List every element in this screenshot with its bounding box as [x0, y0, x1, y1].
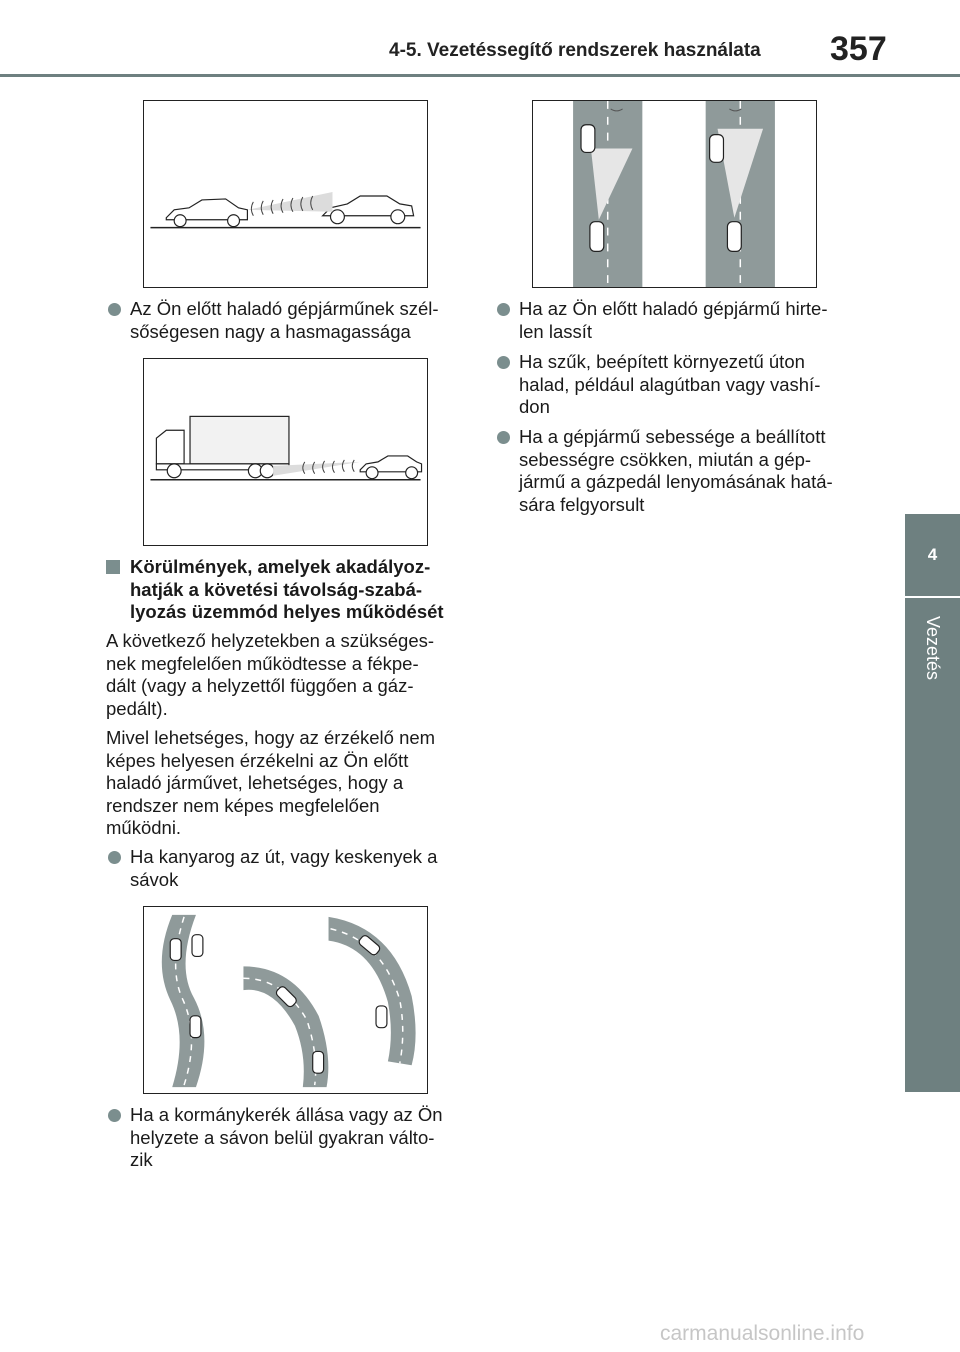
- figure-winding-roads: [143, 906, 428, 1094]
- bullet-text: Ha az Ön előtt haladó gépjármű hirte- len lassít: [519, 298, 828, 342]
- heading-text: Körülmények, amelyek akadályoz- hatják a követési távolság-szabá- lyozás üzemmód helyes működését: [130, 556, 444, 622]
- bullet-speed-reduced: [495, 426, 899, 516]
- bullet-icon: [108, 851, 121, 864]
- page-number: 357: [830, 30, 887, 68]
- chapter-tab: [905, 514, 960, 596]
- bullet-text: Ha a kormánykerék állása vagy az Ön helyzete a sávon belül gyakran válto- zik: [130, 1104, 443, 1170]
- bullet-text: Ha kanyarog az út, vagy keskenyek a sávok: [130, 846, 438, 890]
- bullet-icon: [108, 303, 121, 316]
- bullet-winding-road: [106, 846, 510, 891]
- bullet-text: Ha a gépjármű sebessége a beállított sebességre csökken, miután a gép- jármű a gázpedál lenyomásának hatá- sára felgyorsult: [519, 426, 833, 515]
- heading-square-icon: [106, 560, 120, 574]
- bullet-high-clearance: [106, 298, 500, 343]
- bullet-narrow-road: [495, 351, 899, 419]
- section-heading: [106, 556, 510, 624]
- section-title: 4-5. Vezetéssegítő rendszerek használata: [389, 40, 761, 61]
- bullet-text: Az Ön előtt haladó gépjárműnek szél- sőségesen nagy a hasmagassága: [130, 298, 439, 342]
- bullet-steering-position: [106, 1104, 510, 1172]
- bullet-icon: [497, 303, 510, 316]
- figure-high-clearance-vehicle: [143, 100, 428, 288]
- header-rule: [0, 74, 960, 77]
- watermark: carmanualsonline.info: [660, 1322, 865, 1345]
- bullet-icon: [497, 356, 510, 369]
- figure-sudden-braking: [532, 100, 817, 288]
- figure-truck-ahead: [143, 358, 428, 546]
- paragraph-sensor-warning: Mivel lehetséges, hogy az érzékelő nem képes helyesen érzékelni az Ön előtt haladó járművet, lehetséges, hogy a rendszer nem képes megfelelően működni.: [106, 727, 436, 838]
- bullet-sudden-slowdown: [495, 298, 899, 343]
- chapter-number: 4: [927, 545, 938, 564]
- bullet-icon: [497, 431, 510, 444]
- chapter-label: Vezetés: [923, 615, 944, 681]
- paragraph-brake-advice: A következő helyzetekben a szükséges- nek megfelelően működtesse a fékpe- dált (vagy a helyzettől függően a gáz- pedált).: [106, 630, 435, 719]
- bullet-text: Ha szűk, beépített környezetű úton halad, például alagútban vagy vashí- don: [519, 351, 821, 417]
- bullet-icon: [108, 1109, 121, 1122]
